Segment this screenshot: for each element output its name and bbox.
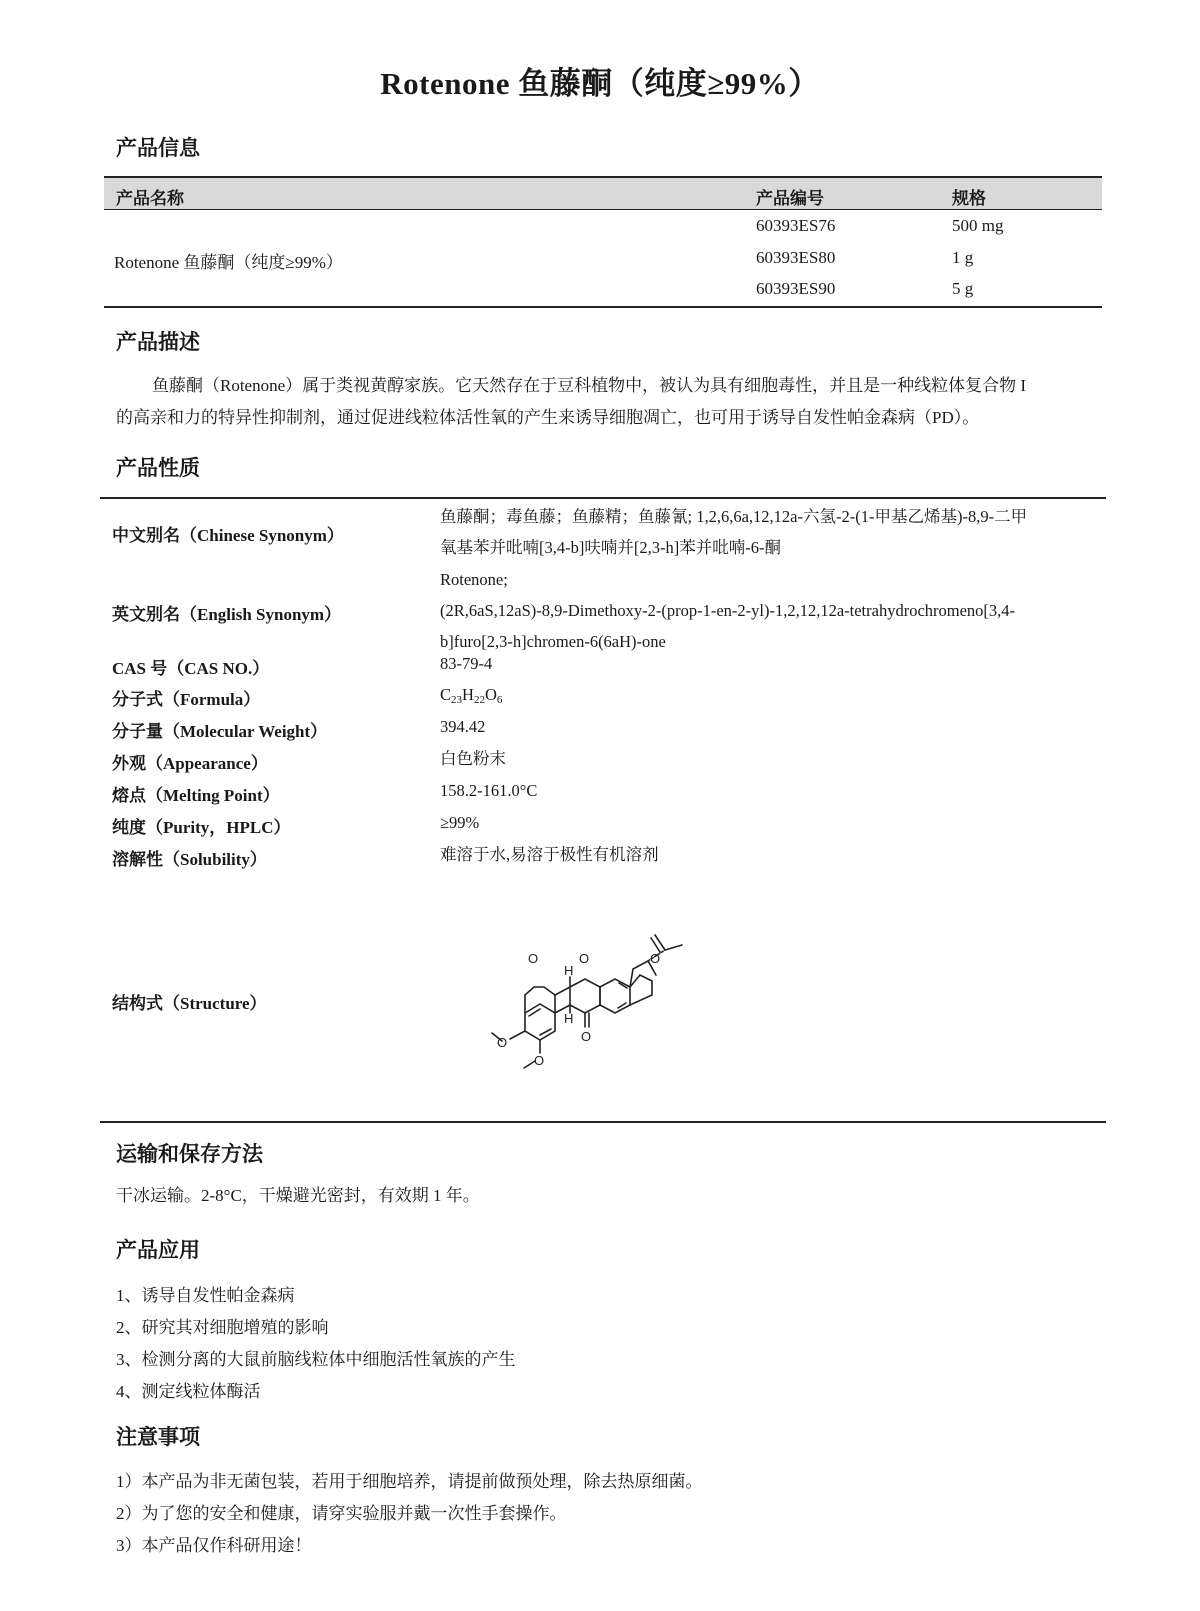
property-value: 难溶于水,易溶于极性有机溶剂 (440, 845, 659, 864)
table-header-name: 产品名称 (116, 189, 184, 208)
table-row-spec: 1 g (952, 248, 974, 267)
table-row-code: 60393ES90 (756, 279, 836, 298)
properties-bottom-rule (100, 1121, 1106, 1123)
atom-o: O (528, 951, 539, 966)
page-title: Rotenone 鱼藤酮（纯度≥99%） (380, 66, 820, 101)
property-value: 158.2-161.0°C (440, 781, 538, 800)
property-value: 83-79-4 (440, 654, 493, 673)
properties-top-rule (100, 497, 1106, 499)
storage-text: 干冰运输。2-8°C，干燥避光密封，有效期 1 年。 (116, 1186, 480, 1205)
atom-h: H (564, 1011, 574, 1026)
description-line: 的高亲和力的特异性抑制剂，通过促进线粒体活性氧的产生来诱导细胞凋亡，也可用于诱导自发性帕金森病（PD）。 (116, 408, 980, 427)
property-label: 熔点（Melting Point） (112, 786, 280, 805)
description-line: 鱼藤酮（Rotenone）属于类视黄醇家族。它天然存在于豆科植物中，被认为具有细胞毒性，并且是一种线粒体复合物 I (152, 376, 1027, 395)
atom-o: O (534, 1053, 545, 1068)
table-row-code: 60393ES80 (756, 248, 836, 267)
property-value: ≥99% (440, 813, 480, 832)
property-label: CAS 号（CAS NO.） (112, 659, 270, 678)
atom-h: H (564, 963, 574, 978)
property-label: 外观（Appearance） (112, 754, 268, 773)
list-item: 3、检测分离的大鼠前脑线粒体中细胞活性氧族的产生 (116, 1350, 516, 1369)
section-heading-application: 产品应用 (116, 1238, 200, 1262)
property-label: 溶解性（Solubility） (112, 850, 267, 869)
list-item: 4、测定线粒体酶活 (116, 1382, 261, 1401)
atom-o: O (650, 951, 661, 966)
list-item: 2、研究其对细胞增殖的影响 (116, 1318, 329, 1337)
property-label: 结构式（Structure） (112, 994, 267, 1013)
section-heading-properties: 产品性质 (116, 456, 200, 480)
table-bottom-rule (104, 306, 1102, 308)
list-item: 1、诱导自发性帕金森病 (116, 1286, 295, 1305)
table-header-code: 产品编号 (756, 189, 824, 208)
list-item: 3）本产品仅作科研用途！ (116, 1536, 312, 1555)
property-label: 英文别名（English Synonym） (112, 605, 342, 624)
table-row-spec: 500 mg (952, 216, 1004, 235)
table-row-spec: 5 g (952, 279, 974, 298)
list-item: 2）为了您的安全和健康，请穿实验服并戴一次性手套操作。 (116, 1504, 567, 1523)
property-label: 分子式（Formula） (112, 690, 261, 709)
formula-value: $C_{23}H_{22}O_6$ (440, 685, 503, 706)
list-item: 1）本产品为非无菌包装，若用于细胞培养，请提前做预处理，除去热原细菌。 (116, 1472, 703, 1491)
property-label: 纯度（Purity，HPLC） (112, 818, 291, 837)
property-value: Rotenone; (440, 570, 508, 589)
property-label: 分子量（Molecular Weight） (112, 722, 328, 741)
atom-o: O (581, 1029, 592, 1044)
atom-o: O (497, 1035, 508, 1050)
property-label: 中文别名（Chinese Synonym） (112, 526, 344, 545)
property-value: (2R,6aS,12aS)-8,9-Dimethoxy-2-(prop-1-en-2-yl)-1,2,12,12a-tetrahydrochromeno[3,4- (440, 601, 1016, 620)
table-row-code: 60393ES76 (756, 216, 836, 235)
property-value: 白色粉末 (440, 749, 506, 768)
section-heading-description: 产品描述 (116, 330, 200, 354)
section-heading-storage: 运输和保存方法 (116, 1142, 263, 1166)
section-heading-info: 产品信息 (116, 136, 200, 160)
product-name-cell: Rotenone 鱼藤酮（纯度≥99%） (114, 253, 343, 272)
property-value: b]furo[2,3-h]chromen-6(6aH)-one (440, 632, 666, 651)
property-value: 氧基苯并吡喃[3,4-b]呋喃并[2,3-h]苯并吡喃-6-酮 (440, 538, 781, 557)
table-header-spec: 规格 (952, 189, 986, 208)
property-value: 鱼藤酮；毒鱼藤；鱼藤精；鱼藤氰; 1,2,6,6a,12,12a-六氢-2-(1-甲基乙烯基)-8,9-二甲 (440, 507, 1028, 526)
property-value: 394.42 (440, 717, 486, 736)
atom-o: O (579, 951, 590, 966)
rotenone-structure-image (480, 895, 720, 1090)
section-heading-notes: 注意事项 (116, 1425, 200, 1449)
